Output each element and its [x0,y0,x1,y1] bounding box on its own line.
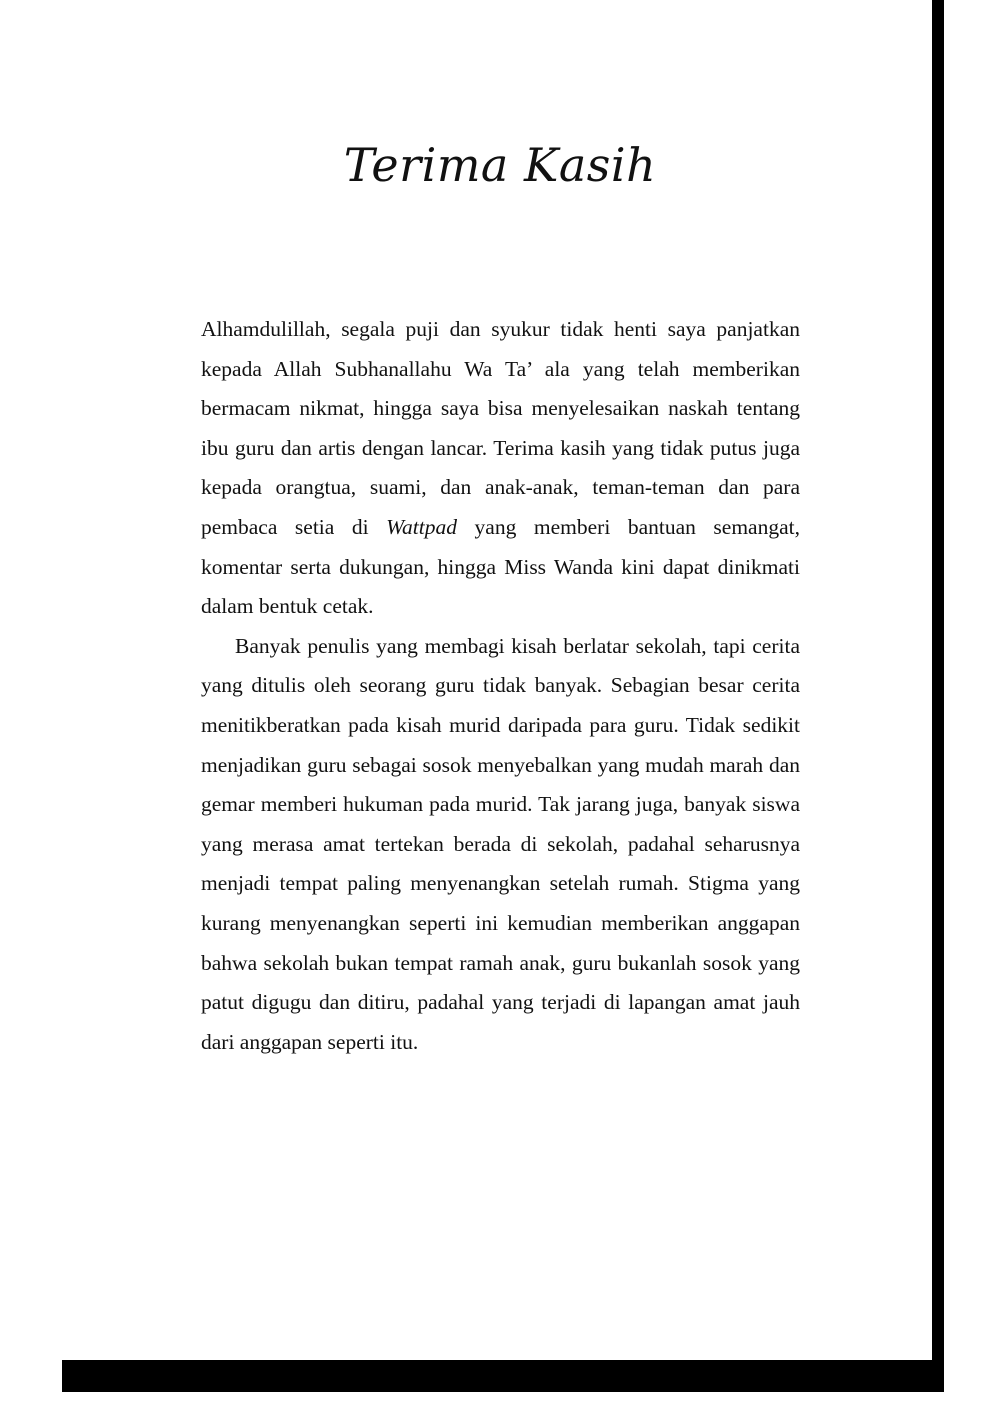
paragraph-1 [201,310,800,627]
body-text [201,310,800,1062]
paragraph-2: Banyak penulis yang membagi kisah berlatar sekolah, tapi cerita yang ditulis oleh seorang guru tidak banyak. Sebagian besar cerita menitikberatkan pada kisah murid daripada para guru. Tidak sedikit menjadikan guru sebagai sosok menyebalkan yang mudah marah dan gemar memberi hukuman pada murid. Tak jarang juga, banyak siswa yang merasa amat tertekan berada di sekolah, padahal seharusnya menjadi tempat paling menyenangkan setelah rumah. Stigma yang kurang menyenangkan seperti ini kemudian memberikan anggapan bahwa sekolah bukan tempat ramah anak, guru bukanlah sosok yang patut digugu dan ditiru, padahal yang terjadi di lapangan amat jauh dari anggapan seperti itu. [201,633,800,1054]
page-shadow-right [932,0,944,1392]
page-title: Terima Kasih [343,138,657,192]
paragraph-1-text-after: yang memberi bantuan semangat, komentar serta dukungan, hingga Miss Wanda kini dapat dinikmati dalam bentuk cetak. [201,514,800,619]
page-shadow-bottom [62,1360,944,1392]
paragraph-1-text-before: Alhamdulillah, segala puji dan syukur tidak henti saya panjatkan kepada Allah Subhanallahu Wa Ta’ ala yang telah memberikan bermacam nikmat, hingga saya bisa menyelesaikan naskah tentang ibu guru dan artis dengan lancar. Terima kasih yang tidak putus juga kepada orangtua, suami, dan anak-anak, teman-teman dan para pembaca setia di [201,317,800,539]
paragraph-1-emphasis: Wattpad [386,514,458,539]
